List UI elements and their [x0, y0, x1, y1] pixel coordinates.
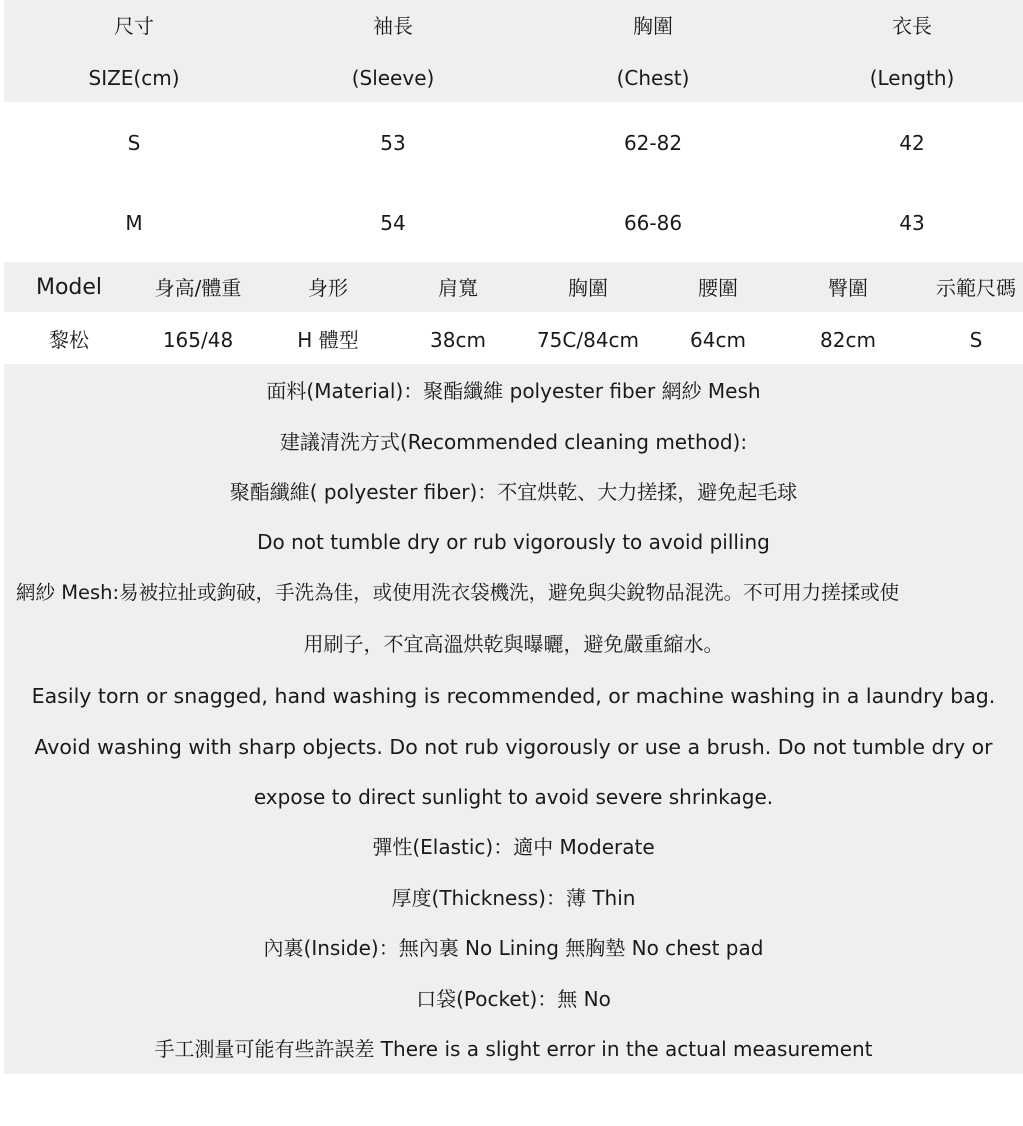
- product-info-section: [4, 364, 1023, 1074]
- sleeve-cell: 53: [380, 131, 406, 155]
- model-body-shape: H 體型: [297, 328, 359, 352]
- mesh-care-english-3: expose to direct sunlight to avoid severe shrinkage.: [253, 785, 774, 809]
- model-header-chest: 胸圍: [568, 276, 608, 300]
- size-header-en-length: (Length): [869, 66, 955, 90]
- chest-cell: 66-86: [623, 211, 683, 235]
- size-table-row: [4, 102, 1023, 182]
- size-header-zh-sleeve: 袖長: [373, 14, 413, 38]
- model-height-weight: 165/48: [162, 328, 234, 352]
- model-header-shoulder: 肩寬: [438, 276, 478, 300]
- pocket-line: 口袋(Pocket)：無 No: [416, 987, 611, 1011]
- elastic-line: 彈性(Elastic)：適中 Moderate: [372, 835, 655, 859]
- length-cell: 43: [899, 211, 925, 235]
- chest-cell: 62-82: [623, 131, 683, 155]
- polyester-care-line: 聚酯纖維( polyester fiber)：不宜烘乾、大力搓揉，避免起毛球: [229, 480, 798, 504]
- size-table-header: [4, 0, 1023, 102]
- model-hip: 82cm: [820, 328, 876, 352]
- model-chest: 75C/84cm: [536, 328, 640, 352]
- mesh-care-line: 網紗 Mesh:易被拉扯或鉤破，手洗為佳，或使用洗衣袋機洗，避免與尖銳物品混洗。不可用力搓揉或使: [16, 581, 900, 604]
- model-header-height-weight: 身高/體重: [154, 276, 242, 300]
- size-header-en-sleeve: (Sleeve): [351, 66, 435, 90]
- size-cell: S: [127, 131, 141, 155]
- size-header-en-chest: (Chest): [616, 66, 690, 90]
- size-header-zh-length: 衣長: [892, 14, 932, 38]
- mesh-care-english-1: Easily torn or snagged, hand washing is recommended, or machine washing in a laundry bag.: [31, 684, 996, 708]
- cleaning-method-heading: 建議清洗方式(Recommended cleaning method):: [279, 430, 748, 454]
- model-header-hip: 臀圍: [828, 276, 868, 300]
- size-header-en-size: SIZE(cm): [88, 66, 180, 90]
- polyester-care-english: Do not tumble dry or rub vigorously to avoid pilling: [257, 530, 770, 554]
- model-waist: 64cm: [690, 328, 746, 352]
- size-table-row: [4, 182, 1023, 262]
- model-demo-size: S: [969, 328, 983, 352]
- model-table-row: [4, 312, 1023, 364]
- thickness-line: 厚度(Thickness)：薄 Thin: [391, 886, 636, 910]
- model-header-model: Model: [35, 275, 103, 300]
- model-shoulder: 38cm: [430, 328, 486, 352]
- size-header-zh-size: 尺寸: [114, 14, 154, 38]
- inside-line: 內裏(Inside)：無內裏 No Lining 無胸墊 No chest pad: [263, 936, 764, 960]
- model-header-body-shape: 身形: [308, 276, 348, 300]
- mesh-care-line-continued: 用刷子，不宜高溫烘乾與曝曬，避免嚴重縮水。: [303, 632, 724, 656]
- model-table-header: [4, 262, 1023, 312]
- model-header-waist: 腰圍: [698, 276, 738, 300]
- sleeve-cell: 54: [380, 211, 406, 235]
- size-cell: M: [125, 211, 143, 235]
- mesh-care-english-2: Avoid washing with sharp objects. Do not rub vigorously or use a brush. Do not tumble dry or: [34, 735, 993, 759]
- model-header-demo-size: 示範尺碼: [936, 276, 1016, 300]
- length-cell: 42: [899, 131, 925, 155]
- material-line: 面料(Material)：聚酯纖維 polyester fiber 網紗 Mesh: [266, 379, 761, 403]
- measurement-error-note: 手工測量可能有些許誤差 There is a slight error in the actual measurement: [154, 1037, 873, 1061]
- model-name: 黎松: [49, 328, 89, 352]
- size-header-zh-chest: 胸圍: [633, 14, 673, 38]
